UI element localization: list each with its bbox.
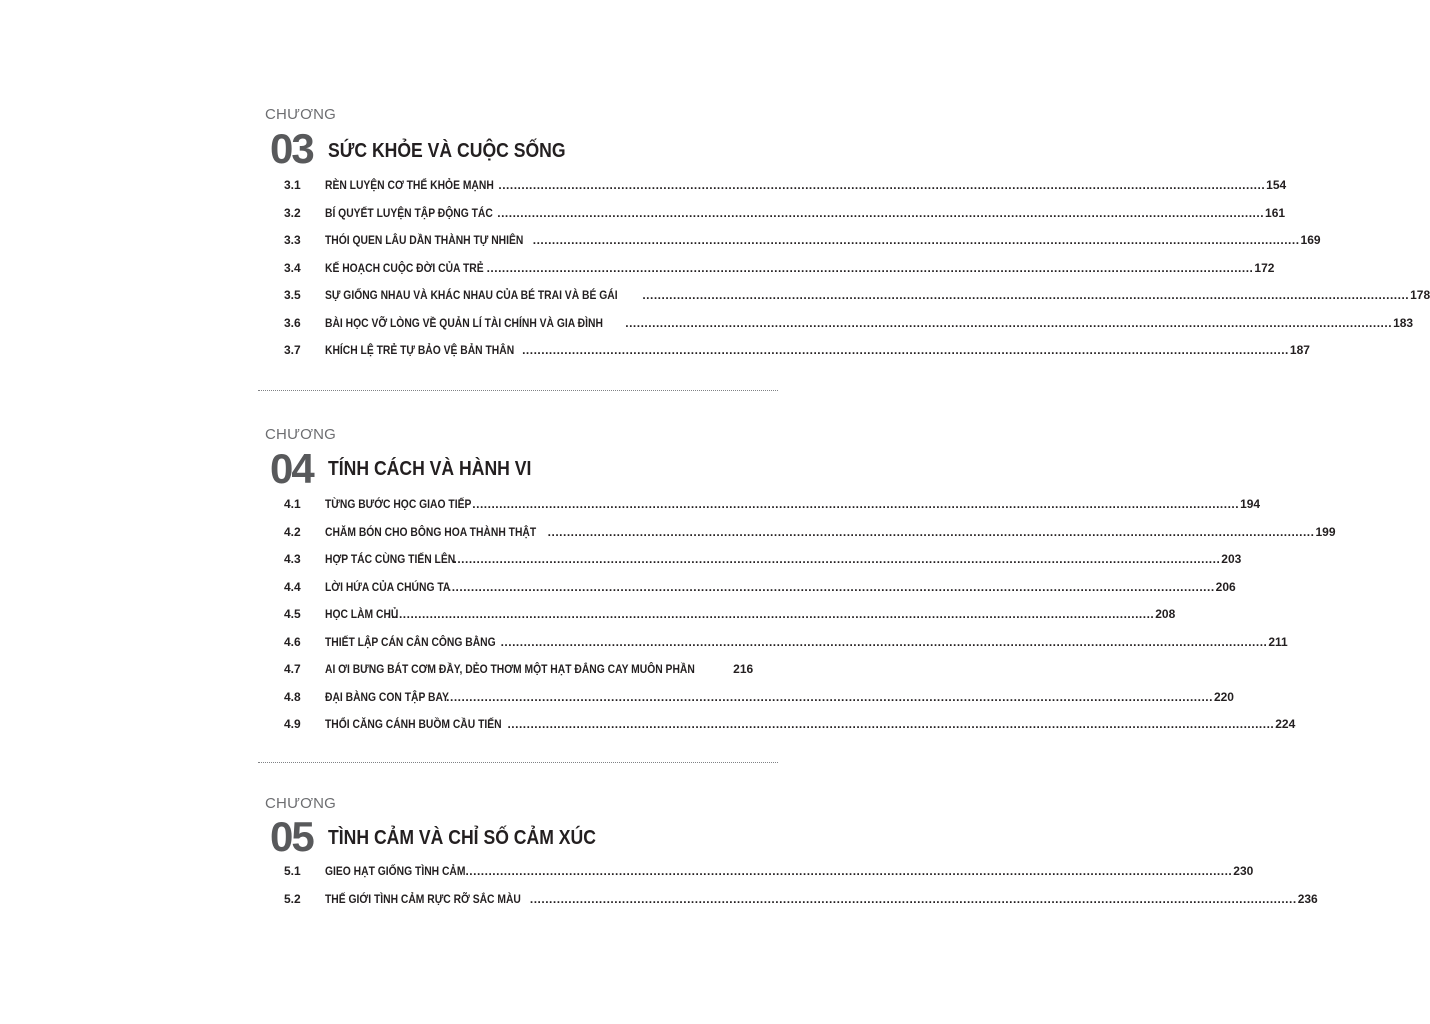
toc-entry-title: THIẾT LẬP CÁN CÂN CÔNG BẰNG <box>325 634 496 649</box>
toc-entry-title: RÈN LUYỆN CƠ THỂ KHỎE MẠNH <box>325 178 494 192</box>
toc-entry <box>284 204 1286 222</box>
toc-entry-title: TỪNG BƯỚC HỌC GIAO TIẾP <box>325 497 472 511</box>
toc-entry-number: 3.6 <box>284 315 301 330</box>
toc-entry-number: 5.1 <box>284 864 301 878</box>
toc-entry-body <box>325 688 1234 706</box>
toc-entry-number: 4.5 <box>284 607 301 621</box>
toc-entry <box>284 231 1321 249</box>
toc-entry-number: 4.9 <box>284 717 301 731</box>
toc-entry <box>284 314 1414 332</box>
toc-entry-title: ĐẠI BÀNG CON TẬP BAY <box>325 689 449 704</box>
toc-entry-title: AI ƠI BƯNG BÁT CƠM ĐẦY, DẺO THƠM MỘT HẠT ĐẮNG CAY MUÔN PHẦN <box>325 662 695 676</box>
chapter-title: TÍNH CÁCH VÀ HÀNH VI <box>328 458 532 480</box>
toc-entry <box>284 495 1261 513</box>
dot-leader: ........................................................................................................................................................................................................ <box>447 579 1215 594</box>
toc-entry-page: 194 <box>1240 497 1261 511</box>
toc-entry-page: 199 <box>1315 524 1336 539</box>
toc-entry <box>284 633 1288 651</box>
toc-entry-number: 4.4 <box>284 579 301 594</box>
dot-leader: ........................................................................................................................................................................................................ <box>642 288 1410 302</box>
toc-entry-body <box>325 550 1242 568</box>
toc-entry-page: 220 <box>1213 689 1234 704</box>
toc-entry-page: 208 <box>1155 607 1176 621</box>
toc-entry-number: 4.7 <box>284 662 301 676</box>
toc-entry-body <box>325 176 1287 194</box>
toc-entry-page: 230 <box>1233 864 1254 878</box>
toc-entry-title: SỰ GIỐNG NHAU VÀ KHÁC NHAU CỦA BÉ TRAI VÀ BÉ GÁI <box>325 288 618 302</box>
toc-entry-page: 187 <box>1289 343 1310 357</box>
dot-leader: ........................................................................................................................................................................................................ <box>532 233 1300 247</box>
toc-entry <box>284 341 1310 359</box>
dot-leader: ........................................................................................................................................................................................................ <box>507 717 1275 731</box>
dot-leader: ........................................................................................................................................................................................................ <box>498 178 1266 192</box>
toc-entry <box>284 176 1287 194</box>
toc-entry-number: 3.2 <box>284 205 301 220</box>
section-divider <box>258 762 778 763</box>
toc-entry <box>284 715 1296 733</box>
toc-entry-number: 3.4 <box>284 260 301 275</box>
chapter-label: CHƯƠNG <box>265 795 337 812</box>
toc-entry-number: 3.3 <box>284 233 301 247</box>
chapter-title: SỨC KHỎE VÀ CUỘC SỐNG <box>328 140 566 162</box>
toc-entry-page: 169 <box>1300 233 1321 247</box>
toc-entry-title: KHÍCH LỆ TRẺ TỰ BẢO VỆ BẢN THÂN <box>325 343 515 357</box>
toc-entry-title: THẾ GIỚI TÌNH CẢM RỰC RỠ SẮC MÀU <box>325 891 521 906</box>
toc-entry-page: 183 <box>1393 315 1414 330</box>
chapter-label: CHƯƠNG <box>265 426 337 443</box>
toc-entry-page: 236 <box>1297 891 1318 906</box>
toc-entry-title: BÍ QUYẾT LUYỆN TẬP ĐỘNG TÁC <box>325 205 493 220</box>
toc-entry-number: 3.1 <box>284 178 301 192</box>
toc-entry-number: 4.1 <box>284 497 301 511</box>
toc-entry-body <box>325 204 1286 222</box>
toc-entry <box>284 862 1254 880</box>
toc-entry-title: GIEO HẠT GIỐNG TÌNH CẢM <box>325 864 466 878</box>
chapter-number: 03 <box>270 125 313 172</box>
toc-entry <box>284 523 1336 541</box>
toc-entry-page: 154 <box>1266 178 1287 192</box>
dot-leader: ........................................................................................................................................................................................................ <box>625 315 1393 330</box>
toc-entry <box>284 259 1275 277</box>
toc-entry <box>284 605 1176 623</box>
toc-entry-body <box>325 578 1236 596</box>
toc-entry-body <box>325 286 1430 304</box>
chapter-number: 05 <box>270 813 313 860</box>
dot-leader: ........................................................................................................................................................................................................ <box>529 891 1297 906</box>
toc-entry <box>284 660 754 678</box>
toc-entry-body <box>325 231 1321 249</box>
toc-entry-title: KẾ HOẠCH CUỘC ĐỜI CỦA TRẺ <box>325 260 484 275</box>
dot-leader: ........................................................................................................................................................................................................ <box>387 607 1155 621</box>
dot-leader: ........................................................................................................................................................................................................ <box>522 343 1289 357</box>
toc-entry-body <box>325 633 1288 651</box>
toc-entry-title: CHĂM BÓN CHO BÔNG HOA THÀNH THẬT <box>325 524 537 539</box>
toc-entry <box>284 688 1234 706</box>
chapter-label: CHƯƠNG <box>265 106 337 123</box>
toc-entry-title: BÀI HỌC VỠ LÒNG VỀ QUẢN LÍ TÀI CHÍNH VÀ GIA ĐÌNH <box>325 315 603 330</box>
toc-entry-title: THỔI CĂNG CÁNH BUỒM CẦU TIẾN <box>325 717 502 731</box>
toc-entry-number: 3.5 <box>284 288 301 302</box>
dot-leader: ........................................................................................................................................................................................................ <box>465 864 1233 878</box>
toc-entry-title: LỜI HỨA CỦA CHÚNG TA <box>325 579 451 594</box>
toc-entry-number: 4.2 <box>284 524 301 539</box>
toc-entry-body <box>325 523 1336 541</box>
toc-entry-page: 224 <box>1275 717 1296 731</box>
dot-leader: ........................................................................................................................................................................................................ <box>500 634 1268 649</box>
dot-leader: ........................................................................................................................................................................................................ <box>453 552 1221 566</box>
chapter-number: 04 <box>270 445 313 492</box>
toc-entry-page: 206 <box>1215 579 1236 594</box>
dot-leader: ........................................................................................................................................................................................................ <box>472 497 1240 511</box>
toc-entry-body <box>325 341 1310 359</box>
section-divider <box>258 390 778 391</box>
toc-entry-body <box>325 259 1275 277</box>
toc-entry-page: 178 <box>1410 288 1430 302</box>
toc-entry-body <box>325 715 1296 733</box>
toc-entry-body <box>325 605 1176 623</box>
toc-entry <box>284 550 1242 568</box>
toc-entry-page: 161 <box>1265 205 1286 220</box>
dot-leader: ........................................................................................................................................................................................................ <box>497 205 1265 220</box>
toc-entry <box>284 890 1318 908</box>
dot-leader: ........................................................................................................................................................................................................ <box>446 689 1213 704</box>
chapter-title: TÌNH CẢM VÀ CHỈ SỐ CẢM XÚC <box>328 827 596 849</box>
toc-entry-title: THÓI QUEN LÂU DẦN THÀNH TỰ NHIÊN <box>325 233 524 247</box>
toc-entry-number: 3.7 <box>284 343 301 357</box>
dot-leader: ........................................................................................................................................................................................................ <box>486 260 1254 275</box>
toc-entry-page: 216 <box>733 662 754 676</box>
toc-entry-body <box>325 314 1414 332</box>
toc-entry-body <box>325 890 1318 908</box>
toc-entry-page: 211 <box>1268 634 1288 649</box>
toc-entry-body <box>325 495 1261 513</box>
toc-entry-page: 203 <box>1221 552 1242 566</box>
toc-entry-body <box>325 660 754 678</box>
toc-entry-page: 172 <box>1254 260 1275 275</box>
toc-entry-number: 5.2 <box>284 891 301 906</box>
dot-leader: ........................................................................................................................................................................................................ <box>547 524 1315 539</box>
toc-entry-body <box>325 862 1254 880</box>
toc-entry-number: 4.8 <box>284 689 301 704</box>
toc-entry-number: 4.6 <box>284 634 301 649</box>
toc-entry-number: 4.3 <box>284 552 301 566</box>
toc-entry <box>284 286 1430 304</box>
toc-entry-title: HỢP TÁC CÙNG TIẾN LÊN <box>325 552 456 566</box>
toc-entry-title: HỌC LÀM CHỦ <box>325 607 399 621</box>
toc-entry <box>284 578 1236 596</box>
